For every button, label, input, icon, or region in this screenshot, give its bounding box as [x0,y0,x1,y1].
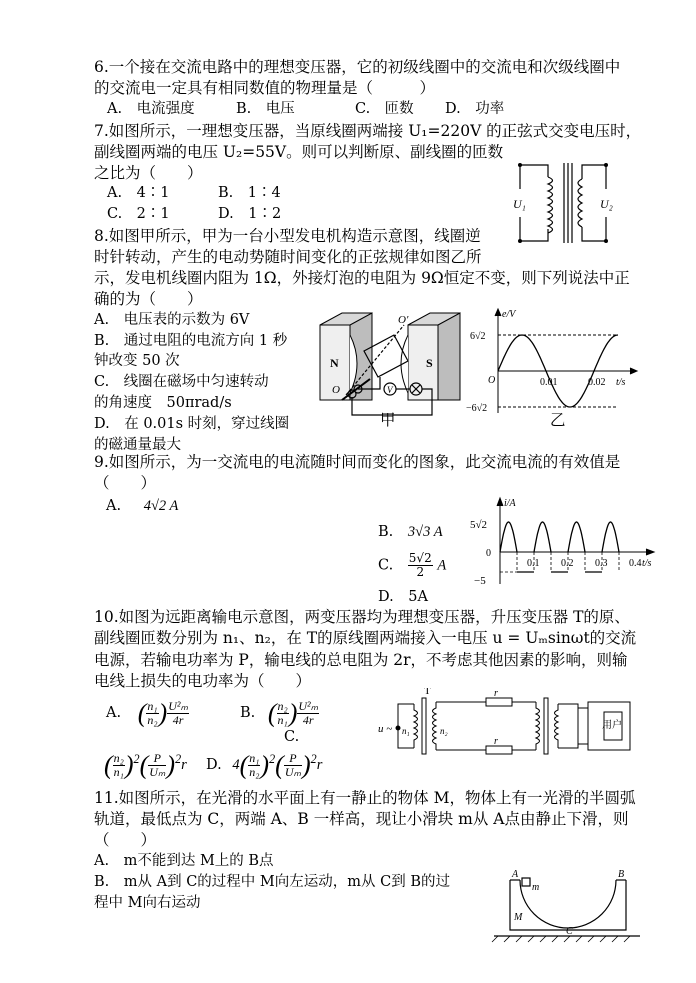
q10-option-d: D. 4( $\frac{\text{n₁}}{\text{n₂}}$ )$^2$( $\frac{P}{\text{Uₘ}}$ )$^2$r [206,750,323,780]
u2-label: U₂ [600,197,613,211]
q7-option-d: D. 1∶2 [218,206,282,222]
q11-option-b-cont: 程中 M向右运动 [94,895,201,911]
q11-line2: 轨道，最低点为 C，两端 A、B 一样高，现让小滑块 m从 A点由静止下滑，则 [94,810,629,828]
q8-option-b-cont: 钟改变 50 次 [94,353,180,369]
point-b-label: B [618,869,625,880]
q10-line4: 电线上损失的电功率为（ ） [94,672,312,690]
south-pole-label: S [426,356,433,370]
point-a-label: A [512,869,519,880]
q8-line1: 8.如图甲所示，甲为一台小型发电机构造示意图，线圈逆 [94,227,481,245]
line-r-bottom: r [494,736,498,747]
q10-line2: 副线圈匝数分别为 n₁、n₂，在 T的原线圈两端接入一电压 u = Uₘsinωt的交流 [94,629,637,647]
q10-option-b-formula: ( $\frac{\text{n₂}}{\text{n₁}}$ ) $\frac{\text{U²ₘ}}{4r}$ [267,698,319,728]
q10-option-b: B. ( $\frac{\text{n₂}}{\text{n₁}}$ ) $\frac{\text{U²ₘ}}{4r}$ [240,698,319,728]
n2-label: n₂ [440,726,448,736]
q8-line4: 确的为（ ） [94,290,203,308]
current-xtick-1: 0.1 [527,558,540,569]
q8-line3: 示，发电机线圈内阻为 1Ω，外接灯泡的电阻为 9Ω恒定不变，则下列说法中正 [94,269,630,287]
q6-line1: 6.一个接在交流电路中的理想变压器，它的初级线圈中的交流电和次级线圈中 [94,58,621,76]
q9-line2: （ ） [94,474,157,492]
source-u-label: u ~ [378,723,393,735]
q9-option-b-value: 3√3 A [407,524,443,540]
q6-option-b: B. 电压 [236,101,295,117]
emf-y-label: e/V [502,309,516,320]
u1-label: U₁ [513,197,526,211]
emf-ytick-top: 6√2 [470,331,486,342]
emf-ytick-bottom: −6√2 [466,403,488,414]
q9-line1: 9.如图所示，为一交流电的电流随时间而变化的图象，此交流电流的有效值是 [94,453,621,471]
n1-label: n₁ [402,726,410,736]
slider-m-label: m [532,882,540,893]
q9-option-a: A. 4√2 A [106,498,179,514]
q7-line1: 7.如图所示，一理想变压器，当原线圈两端接 U₁=220V 的正弦式交变电压时， [94,122,642,140]
transmission-diagram [378,688,640,764]
axis-o-label: O [332,384,340,396]
point-c-label: C [566,926,573,937]
q6-option-a: A. 电流强度 [107,101,195,117]
body-m-label: M [514,912,523,923]
current-origin: 0 [486,548,491,559]
q10-line3: 电源，若输电功率为 P，输电线的总电阻为 2r，不考虑其他因素的影响，则输 [94,651,628,669]
q8-option-c-cont: 的角速度 50πrad/s [94,395,232,411]
q10-option-a: A. ( $\frac{\text{n₁}}{\text{n₂}}$ ) $\frac{\text{U²ₘ}}{4r}$ [106,698,188,728]
current-y-label: i/A [504,498,516,509]
q6-line2: 的交流电一定具有相同数值的物理量是（ ） [94,79,436,97]
fig-yi-caption: 乙 [550,411,566,429]
q10-option-c-label: C. [284,729,300,745]
q9-option-d: D. 5A [378,589,428,605]
q7-option-c: C. 2∶1 [107,206,170,222]
current-ytick-top: 5√2 [470,519,488,531]
current-xtick-3: 0.3 [595,558,608,569]
q8-option-a: A. 电压表的示数为 6V [94,312,250,328]
q7-line2: 副线圈两端的电压 U₂=55V。则可以判断原、副线圈的匝数 [94,143,504,161]
q7-option-a: A. 4∶1 [107,185,170,201]
line-r-top: r [494,688,498,699]
current-graph [470,496,660,588]
q11-line3: （ ） [94,831,157,849]
emf-origin: O [488,375,496,386]
north-pole-label: N [330,356,339,370]
q10-line1: 10.如图为远距离输电示意图，两变压器均为理想变压器，升压变压器 T的原、 [94,608,630,626]
q11-line1: 11.如图所示，在光滑的水平面上有一静止的物体 M，物体上有一光滑的半圆弧 [94,789,636,807]
fig-jia-caption: 甲 [380,411,396,429]
current-ytick-bottom: −5 [474,575,486,587]
transformer-t-label: T [424,688,431,697]
q6-option-d: D. 功率 [445,101,505,117]
voltmeter-label: V [387,385,393,395]
current-x-label: t/s [642,558,652,569]
q9-option-b: B. 3√3 A [378,524,443,540]
axis-o-prime-label: O′ [398,314,409,326]
current-xtick-4: 0.4 [629,558,642,569]
q9-option-a-value: 4√2 A [143,498,179,514]
q8-option-b: B. 通过电阻的电流方向 1 秒 [94,333,288,349]
q7-option-b: B. 1∶4 [218,185,281,201]
emf-xtick-2: 0.02 [588,377,606,388]
user-label: 用户 [602,720,622,731]
q8-option-c: C. 线圈在磁场中匀速转动 [94,374,269,390]
q10-option-d-formula: 4( $\frac{\text{n₁}}{\text{n₂}}$ )$^2$( $\frac{P}{\text{Uₘ}}$ )$^2$r [232,750,323,780]
emf-x-label: t/s [616,377,626,388]
transformer-figure [508,153,630,253]
q7-line3: 之比为（ ） [94,164,203,182]
emf-xtick-1: 0.01 [540,377,558,388]
q8-option-d-cont: 的磁通量最大 [94,437,181,453]
semicircle-track-figure [490,866,646,948]
q8-option-d: D. 在 0.01s 时刻，穿过线圈 [94,416,290,432]
q11-option-b: B. m从 A到 C的过程中 M向左运动，m从 C到 B的过 [94,874,450,890]
q6-option-c: C. 匝数 [355,101,414,117]
q11-option-a: A. m不能到达 M上的 B点 [94,853,274,869]
q9-option-c: C. $\frac{5√2}{2}$ A [378,551,447,579]
q8-line2: 时针转动，产生的电动势随时间变化的正弦规律如图乙所 [94,248,482,266]
q10-option-a-formula: ( $\frac{\text{n₁}}{\text{n₂}}$ ) $\frac{\text{U²ₘ}}{4r}$ [137,698,188,728]
current-xtick-2: 0.2 [561,558,574,569]
q10-option-c-formula: ( $\frac{\text{n₂}}{\text{n₁}}$ )$^2$( $\frac{P}{\text{Uₘ}}$ )$^2$r [104,750,187,780]
emf-graph [466,305,642,415]
